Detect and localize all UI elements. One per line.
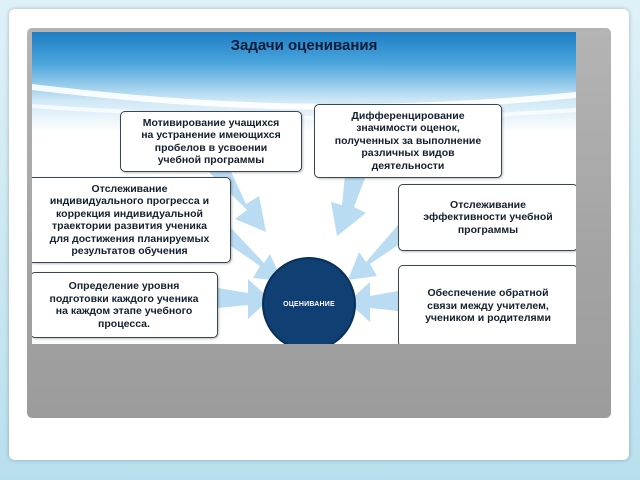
box-differentiation: Дифференцирование значимости оценок, полученных за выполнение различных видов деятельности (314, 104, 502, 178)
box-motivation: Мотивирование учащихся на устранение имеющихся пробелов в усвоении учебной программы (120, 111, 302, 172)
box-feedback: Обеспечение обратной связи между учителем, учеником и родителями (398, 265, 576, 344)
box-tracking-progress: Отслеживание индивидуального прогресса и коррекция индивидуальной траектории развития ученика для достижения планируемых результатов обучения (32, 177, 231, 263)
arrow-from-tracking-efficiency (348, 225, 398, 280)
box-level: Определение уровня подготовки каждого ученика на каждом этапе учебного процесса. (32, 272, 218, 338)
center-circle (262, 257, 356, 344)
diagram-title: Задачи оценивания (230, 37, 378, 54)
center-label: ОЦЕНИВАНИЕ (283, 300, 335, 308)
diagram (32, 32, 576, 344)
box-tracking-efficiency: Отслеживание эффективности учебной программы (398, 184, 576, 251)
